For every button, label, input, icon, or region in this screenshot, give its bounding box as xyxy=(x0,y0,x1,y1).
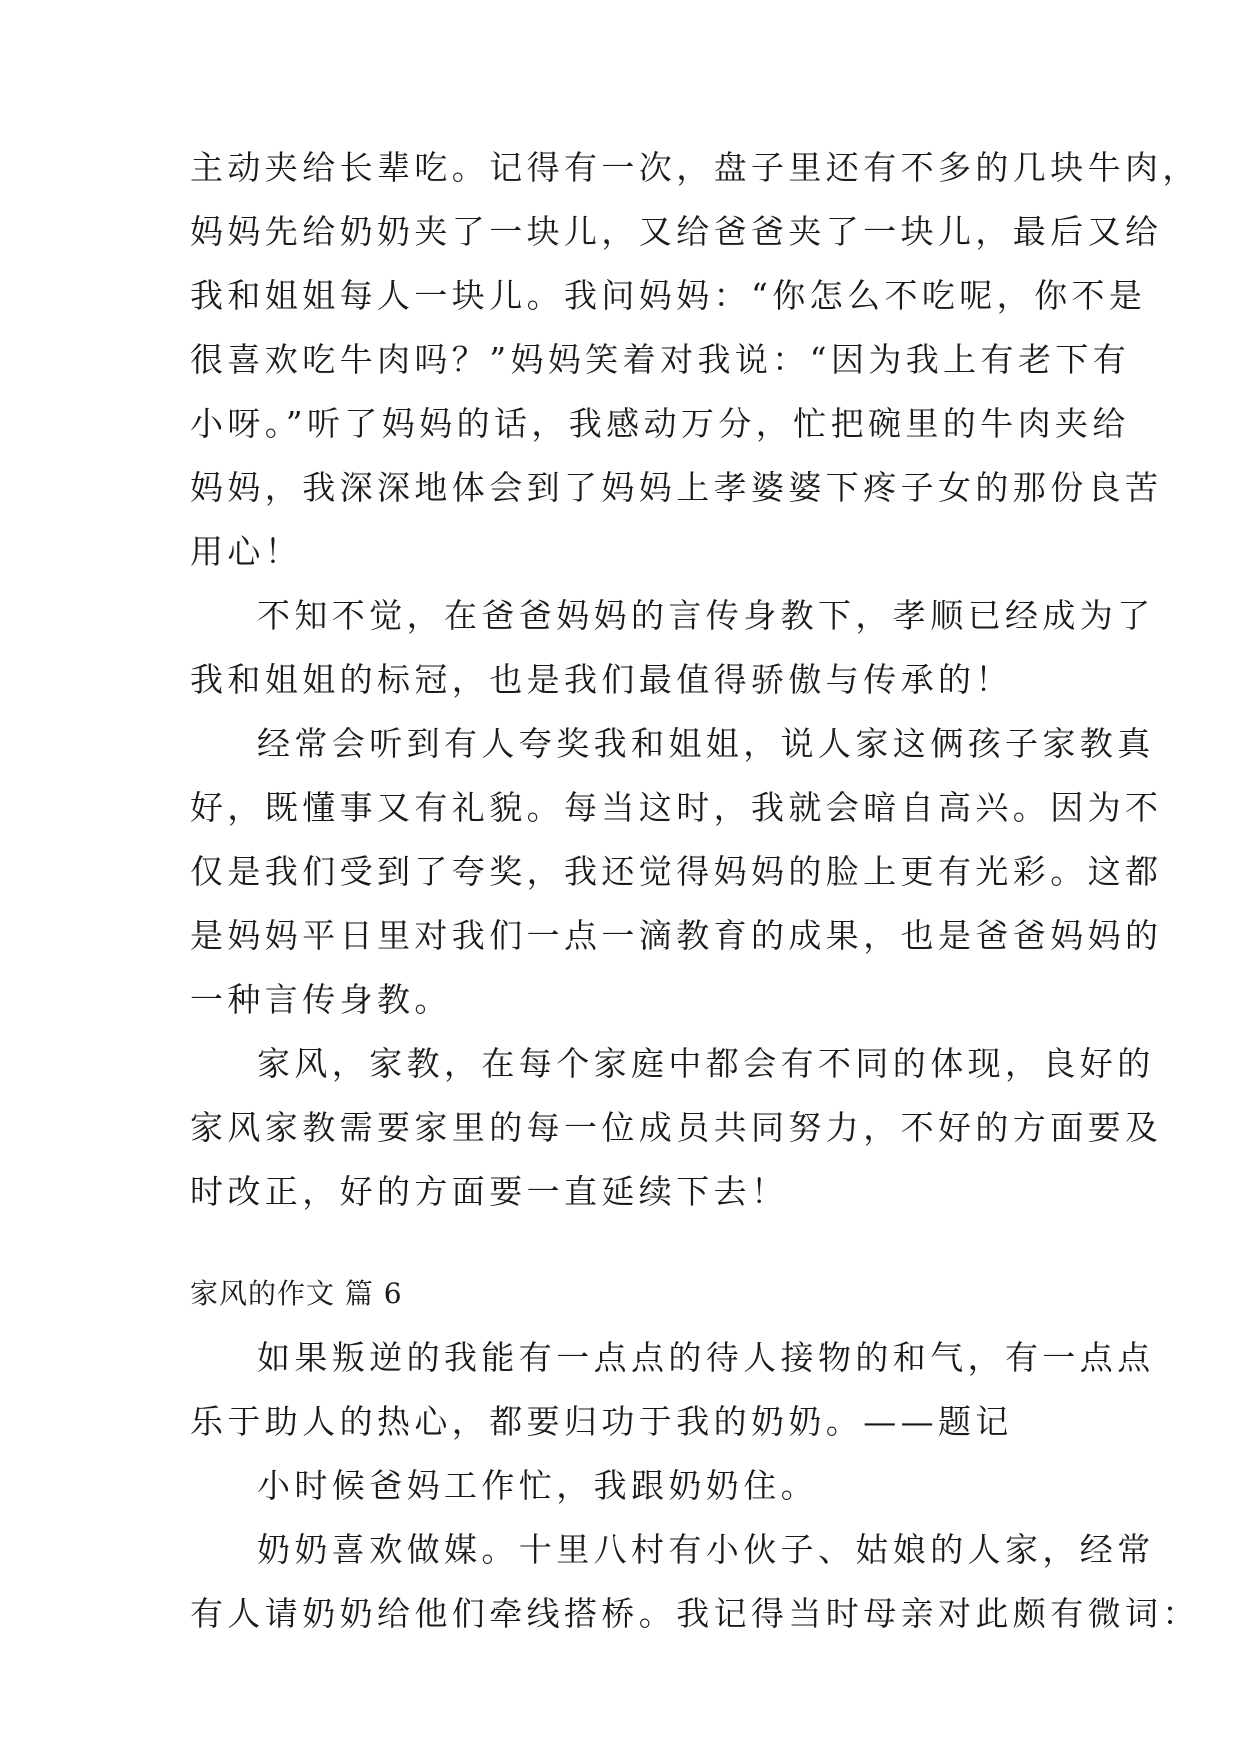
paragraph-start: 小时候爸妈工作忙，我跟奶奶住。 xyxy=(257,1466,818,1505)
text-line: 仅是我们受到了夸奖，我还觉得妈妈的脸上更有光彩。这都 xyxy=(190,852,1163,891)
text-line: 有人请奶奶给他们牵线搭桥。我记得当时母亲对此颇有微词： xyxy=(190,1594,1200,1633)
text-line: 乐于助人的热心，都要归功于我的奶奶。——题记 xyxy=(190,1402,1013,1441)
paragraph-start: 如果叛逆的我能有一点点的待人接物的和气，有一点点 xyxy=(257,1338,1155,1377)
text-line: 主动夹给长辈吃。记得有一次，盘子里还有不多的几块牛肉， xyxy=(190,148,1200,187)
text-line: 妈妈，我深深地体会到了妈妈上孝婆婆下疼子女的那份良苦 xyxy=(190,468,1163,507)
paragraph-start: 奶奶喜欢做媒。十里八村有小伙子、姑娘的人家，经常 xyxy=(257,1530,1155,1569)
text-line: 我和姐姐每人一块儿。我问妈妈：“你怎么不吃呢，你不是 xyxy=(190,276,1147,315)
text-line: 用心！ xyxy=(190,532,303,571)
text-line: 家风家教需要家里的每一位成员共同努力，不好的方面要及 xyxy=(190,1108,1163,1147)
text-line: 一种言传身教。 xyxy=(190,980,452,1019)
text-line: 我和姐姐的标冠，也是我们最值得骄傲与传承的！ xyxy=(190,660,1013,699)
text-line: 是妈妈平日里对我们一点一滴教育的成果，也是爸爸妈妈的 xyxy=(190,916,1163,955)
text-line: 好，既懂事又有礼貌。每当这时，我就会暗自高兴。因为不 xyxy=(190,788,1163,827)
text-line: 小呀。”听了妈妈的话，我感动万分，忙把碗里的牛肉夹给 xyxy=(190,404,1130,443)
text-line: 时改正，好的方面要一直延续下去！ xyxy=(190,1172,789,1211)
paragraph-start: 家风，家教，在每个家庭中都会有不同的体现，良好的 xyxy=(257,1044,1155,1083)
paragraph-start: 经常会听到有人夸奖我和姐姐，说人家这俩孩子家教真 xyxy=(257,724,1155,763)
section-title: 家风的作文 篇 6 xyxy=(190,1277,403,1310)
text-line: 妈妈先给奶奶夹了一块儿，又给爸爸夹了一块儿，最后又给 xyxy=(190,212,1163,251)
paragraph-start: 不知不觉，在爸爸妈妈的言传身教下，孝顺已经成为了 xyxy=(257,596,1155,635)
text-line: 很喜欢吃牛肉吗？”妈妈笑着对我说：“因为我上有老下有 xyxy=(190,340,1131,379)
